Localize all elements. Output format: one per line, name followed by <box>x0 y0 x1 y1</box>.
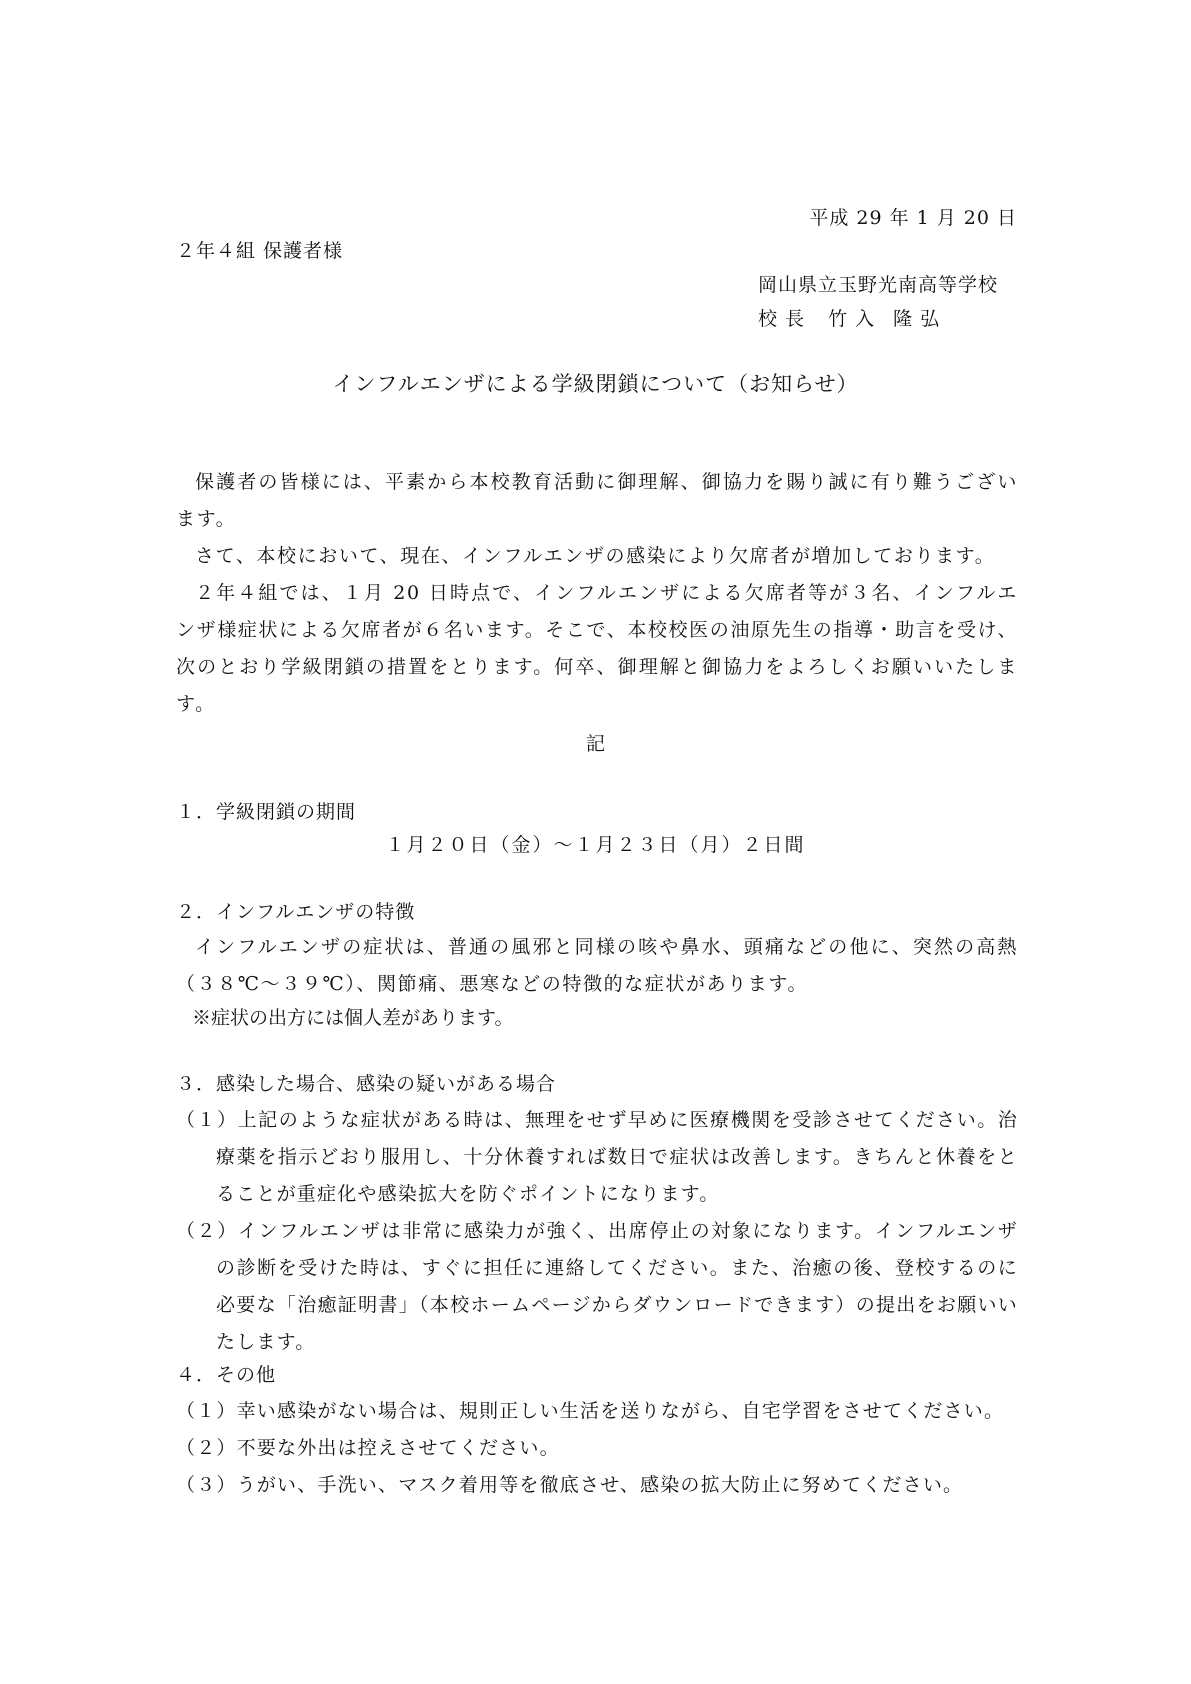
body-paragraph-closure-notice: ２年４組では、１月 20 日時点で、インフルエンザによる欠席者等が３名、インフルエンザ様症状による欠席者が６名います。そこで、本校校医の油原先生の指導・助言を受け、次のとおり学級閉鎖の措置をとります。何卒、御理解と御協力をよろしくお願いいたします。 <box>176 582 1018 715</box>
body-paragraph-greeting: 保護者の皆様には、平素から本校教育活動に御理解、御協力を賜り誠に有り難うございます。 <box>176 471 1018 530</box>
section-heading-other: ４．その他 <box>176 1364 277 1386</box>
recipient-line: ２年４組 保護者様 <box>176 240 344 262</box>
other-item-1: （１）幸い感染がない場合は、規則正しい生活を送りながら、自宅学習をさせてください。 <box>176 1400 1005 1422</box>
ki-marker: 記 <box>585 733 605 755</box>
infection-item-1: （１）上記のような症状がある時は、無理をせず早めに医療機関を受診させてください。治療薬を指示どおり服用し、十分休養すれば数日で症状は改善します。きちんと休養をとることが重症化や感染拡大を防ぐポイントになります。 <box>176 1109 1018 1205</box>
school-name: 岡山県立玉野光南高等学校 <box>758 274 999 296</box>
infection-item-2: （２）インフルエンザは非常に感染力が強く、出席停止の対象になります。インフルエンザの診断を受けた時は、すぐに担任に連絡してください。また、治癒の後、登校するのに必要な「治癒証明書」（本校ホームページからダウンロードできます）の提出をお願いいたします。 <box>176 1220 1018 1353</box>
principal-title: 校 長 <box>758 308 805 330</box>
document-date: 平成 29 年 1 月 20 日 <box>809 207 1017 229</box>
other-item-2: （２）不要な外出は控えさせてください。 <box>176 1437 560 1459</box>
principal-signature <box>758 304 955 331</box>
closure-period: １月２０日（金）～１月２３日（月）２日間 <box>385 834 806 856</box>
principal-name: 竹 入 隆 弘 <box>828 308 940 330</box>
section-heading-characteristics: ２．インフルエンザの特徴 <box>176 901 416 923</box>
body-paragraph-situation: さて、本校において、現在、インフルエンザの感染により欠席者が増加しております。 <box>195 545 996 567</box>
section-heading-period: １．学級閉鎖の期間 <box>176 801 357 823</box>
section-heading-infection: ３．感染した場合、感染の疑いがある場合 <box>176 1073 557 1095</box>
other-item-3: （３）うがい、手洗い、マスク着用等を徹底させ、感染の拡大防止に努めてください。 <box>176 1474 964 1496</box>
characteristics-note: ※症状の出方には個人差があります。 <box>192 1007 514 1029</box>
document-title: インフルエンザによる学級閉鎖について（お知らせ） <box>332 372 859 396</box>
characteristics-body: インフルエンザの症状は、普通の風邪と同様の咳や鼻水、頭痛などの他に、突然の高熱（３８℃～３９℃）、関節痛、悪寒などの特徴的な症状があります。 <box>176 936 1018 995</box>
